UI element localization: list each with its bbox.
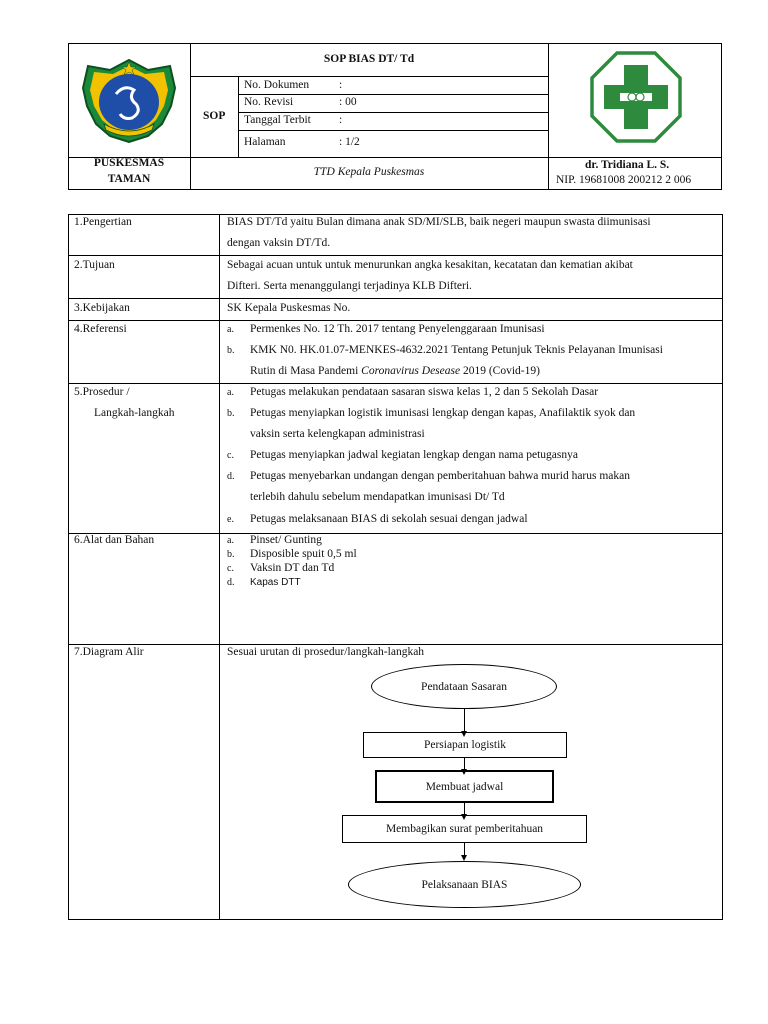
pengertian-line: dengan vaksin DT/Td. — [227, 237, 331, 249]
signature-caption: TTD Kepala Puskesmas — [313, 166, 425, 178]
prosedur-item-cont: vaksin serta kelengkapan administrasi — [250, 428, 425, 440]
signer-name: dr. Tridiana L. S. — [585, 159, 670, 171]
flow-start-ellipse: Pendataan Sasaran — [371, 664, 557, 709]
field-value: : 1/2 — [339, 136, 360, 148]
regency-logo-icon — [78, 54, 181, 147]
field-label: No. Revisi — [244, 96, 294, 108]
tujuan-line: Difteri. Serta menanggulangi terjadinya KLB Difteri. — [227, 280, 472, 292]
org-name-line1: PUSKESMAS — [93, 157, 165, 169]
prosedur-item: Petugas menyiapkan logistik imunisasi lengkap dengan kapas, Anafilaktik syok dan — [250, 407, 636, 419]
pengertian-line: BIAS DT/Td yaitu Bulan dimana anak SD/MI/SLB, baik negeri maupun swasta diimunisasi — [227, 216, 651, 228]
field-label: Halaman — [244, 136, 286, 148]
flow-arrow — [464, 709, 465, 732]
prosedur-item: Petugas melakukan pendataan sasaran siswa kelas 1, 2 dan 5 Sekolah Dasar — [250, 386, 599, 398]
alat-item: Kapas DTT — [250, 577, 301, 588]
field-label: No. Dokumen — [244, 79, 310, 91]
section-label-prosedur-2: Langkah-langkah — [94, 407, 175, 419]
flow-end-ellipse: Pelaksanaan BIAS — [348, 861, 581, 908]
field-value: : — [339, 114, 343, 126]
list-marker: d. — [227, 471, 235, 482]
sop-label: SOP — [203, 110, 226, 122]
list-marker: d. — [227, 577, 235, 588]
section-label-diagram: 7.Diagram Alir — [74, 646, 144, 658]
list-marker: c. — [227, 450, 234, 461]
section-label-referensi: 4.Referensi — [74, 323, 127, 335]
section-label-pengertian: 1.Pengertian — [74, 216, 132, 228]
section-label-alat: 6.Alat dan Bahan — [74, 534, 155, 546]
field-value: : — [339, 79, 343, 91]
org-name-line2: TAMAN — [107, 173, 151, 185]
list-marker: a. — [227, 387, 234, 398]
document-title: SOP BIAS DT/ Td — [323, 53, 415, 65]
diagram-intro: Sesuai urutan di prosedur/langkah-langkah — [227, 646, 425, 658]
flow-arrow — [464, 803, 465, 815]
list-marker: a. — [227, 535, 234, 546]
referensi-item: KMK N0. HK.01.07-MENKES-4632.2021 Tentang Petunjuk Teknis Pelayanan Imunisasi — [250, 344, 663, 356]
section-label-prosedur: 5.Prosedur / — [74, 386, 130, 398]
list-marker: b. — [227, 345, 235, 356]
list-marker: b. — [227, 549, 235, 560]
flow-step-box: Membagikan surat pemberitahuan — [342, 815, 587, 843]
prosedur-item: Petugas menyiapkan jadwal kegiatan lengkap dengan nama petugasnya — [250, 449, 578, 461]
section-label-kebijakan: 3.Kebijakan — [74, 302, 130, 314]
puskesmas-logo-icon — [590, 51, 682, 143]
list-marker: e. — [227, 514, 234, 525]
field-label: Tanggal Terbit — [244, 114, 311, 126]
alat-item: Vaksin DT dan Td — [250, 562, 335, 574]
field-value: : 00 — [339, 96, 357, 108]
referensi-item: Permenkes No. 12 Th. 2017 tentang Penyelenggaraan Imunisasi — [250, 323, 545, 335]
section-label-tujuan: 2.Tujuan — [74, 259, 115, 271]
flow-arrow — [464, 758, 465, 770]
prosedur-item-cont: terlebih dahulu sebelum mendapatkan imunisasi Dt/ Td — [250, 491, 505, 503]
list-marker: b. — [227, 408, 235, 419]
list-marker: a. — [227, 324, 234, 335]
kebijakan-text: SK Kepala Puskesmas No. — [227, 302, 351, 314]
flow-arrow — [464, 843, 465, 856]
prosedur-item: Petugas melaksanaan BIAS di sekolah sesuai dengan jadwal — [250, 513, 528, 525]
list-marker: c. — [227, 563, 234, 574]
tujuan-line: Sebagai acuan untuk untuk menurunkan angka kesakitan, kecatatan dan kematian akibat — [227, 259, 633, 271]
flow-step-box: Persiapan logistik — [363, 732, 567, 758]
flow-step-box: Membuat jadwal — [375, 770, 554, 803]
referensi-item-cont: Rutin di Masa Pandemi Coronavirus Desease 2019 (Covid-19) — [250, 365, 540, 377]
alat-item: Pinset/ Gunting — [250, 534, 322, 546]
alat-item: Disposible spuit 0,5 ml — [250, 548, 357, 560]
prosedur-item: Petugas menyebarkan undangan dengan pemberitahuan bahwa murid harus makan — [250, 470, 631, 482]
signer-nip: NIP. 19681008 200212 2 006 — [556, 174, 692, 186]
